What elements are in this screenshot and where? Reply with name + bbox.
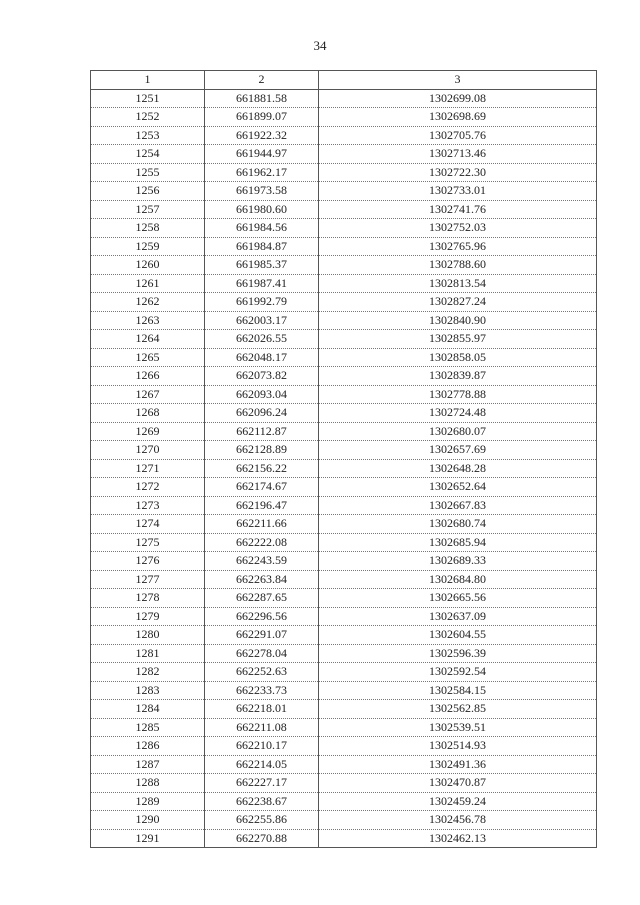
table-cell: 662128.89 xyxy=(205,441,319,460)
table-cell: 1258 xyxy=(91,219,205,238)
table-row xyxy=(91,589,597,608)
table-cell: 662093.04 xyxy=(205,385,319,404)
table-row xyxy=(91,515,597,534)
table-cell: 661973.58 xyxy=(205,182,319,201)
table-cell: 661985.37 xyxy=(205,256,319,275)
table-cell: 1302680.74 xyxy=(319,515,597,534)
table-cell: 1256 xyxy=(91,182,205,201)
table-cell: 662238.67 xyxy=(205,792,319,811)
table-cell: 1290 xyxy=(91,811,205,830)
table-cell: 1269 xyxy=(91,422,205,441)
table-cell: 1262 xyxy=(91,293,205,312)
table-row xyxy=(91,163,597,182)
table-row xyxy=(91,404,597,423)
table-cell: 1274 xyxy=(91,515,205,534)
table-cell: 1302665.56 xyxy=(319,589,597,608)
table-cell: 1282 xyxy=(91,663,205,682)
table-header-row xyxy=(91,71,597,90)
table-cell: 662222.08 xyxy=(205,533,319,552)
table-cell: 1285 xyxy=(91,718,205,737)
table-cell: 1302584.15 xyxy=(319,681,597,700)
table-cell: 662211.08 xyxy=(205,718,319,737)
table-cell: 1278 xyxy=(91,589,205,608)
table-cell: 1253 xyxy=(91,126,205,145)
table-cell: 661992.79 xyxy=(205,293,319,312)
column-header: 3 xyxy=(319,71,597,90)
table-row xyxy=(91,274,597,293)
table-row xyxy=(91,496,597,515)
table-cell: 1291 xyxy=(91,829,205,848)
table-row xyxy=(91,737,597,756)
table-cell: 1273 xyxy=(91,496,205,515)
table-cell: 662243.59 xyxy=(205,552,319,571)
table-row xyxy=(91,829,597,848)
table-cell: 1302827.24 xyxy=(319,293,597,312)
table-cell: 1275 xyxy=(91,533,205,552)
table-cell: 1260 xyxy=(91,256,205,275)
table-cell: 1302713.46 xyxy=(319,145,597,164)
table-row xyxy=(91,607,597,626)
table-cell: 661980.60 xyxy=(205,200,319,219)
table-cell: 1252 xyxy=(91,108,205,127)
table-cell: 662233.73 xyxy=(205,681,319,700)
table-cell: 1254 xyxy=(91,145,205,164)
table-row xyxy=(91,89,597,108)
column-header: 2 xyxy=(205,71,319,90)
table-cell: 1302684.80 xyxy=(319,570,597,589)
table-cell: 1288 xyxy=(91,774,205,793)
table-row xyxy=(91,792,597,811)
table-cell: 1266 xyxy=(91,367,205,386)
table-cell: 1302667.83 xyxy=(319,496,597,515)
table-row xyxy=(91,681,597,700)
table-row xyxy=(91,774,597,793)
table-cell: 1276 xyxy=(91,552,205,571)
table-cell: 1302855.97 xyxy=(319,330,597,349)
coordinates-table xyxy=(90,70,597,848)
table-row xyxy=(91,330,597,349)
table-row xyxy=(91,293,597,312)
table-cell: 1302514.93 xyxy=(319,737,597,756)
table-cell: 662174.67 xyxy=(205,478,319,497)
table-cell: 1302657.69 xyxy=(319,441,597,460)
table-cell: 1271 xyxy=(91,459,205,478)
table-cell: 1264 xyxy=(91,330,205,349)
table-cell: 1302858.05 xyxy=(319,348,597,367)
table-cell: 1302604.55 xyxy=(319,626,597,645)
table-row xyxy=(91,256,597,275)
table-cell: 661881.58 xyxy=(205,89,319,108)
table-row xyxy=(91,108,597,127)
table-row xyxy=(91,700,597,719)
table-cell: 1270 xyxy=(91,441,205,460)
table-cell: 1255 xyxy=(91,163,205,182)
table-cell: 1286 xyxy=(91,737,205,756)
table-cell: 662073.82 xyxy=(205,367,319,386)
table-cell: 1272 xyxy=(91,478,205,497)
table-cell: 662026.55 xyxy=(205,330,319,349)
table-cell: 1302699.08 xyxy=(319,89,597,108)
table-cell: 662255.86 xyxy=(205,811,319,830)
table-cell: 1265 xyxy=(91,348,205,367)
table-row xyxy=(91,145,597,164)
table-cell: 662227.17 xyxy=(205,774,319,793)
table-cell: 662196.47 xyxy=(205,496,319,515)
table-cell: 662211.66 xyxy=(205,515,319,534)
table-cell: 1302778.88 xyxy=(319,385,597,404)
table-row xyxy=(91,663,597,682)
table-row xyxy=(91,422,597,441)
table-cell: 1302491.36 xyxy=(319,755,597,774)
table-cell: 1251 xyxy=(91,89,205,108)
table-row xyxy=(91,385,597,404)
table-cell: 1279 xyxy=(91,607,205,626)
table-cell: 1289 xyxy=(91,792,205,811)
table-row xyxy=(91,219,597,238)
table-row xyxy=(91,311,597,330)
table-row xyxy=(91,626,597,645)
table-cell: 662291.07 xyxy=(205,626,319,645)
column-header: 1 xyxy=(91,71,205,90)
table-cell: 662210.17 xyxy=(205,737,319,756)
table-cell: 1302752.03 xyxy=(319,219,597,238)
table-cell: 1302840.90 xyxy=(319,311,597,330)
table-cell: 662287.65 xyxy=(205,589,319,608)
table-cell: 1268 xyxy=(91,404,205,423)
table-cell: 1257 xyxy=(91,200,205,219)
table-cell: 1263 xyxy=(91,311,205,330)
page-number: 34 xyxy=(313,38,327,53)
table-cell: 1261 xyxy=(91,274,205,293)
table-row xyxy=(91,200,597,219)
table-cell: 1302689.33 xyxy=(319,552,597,571)
table-cell: 1302685.94 xyxy=(319,533,597,552)
table-cell: 1302648.28 xyxy=(319,459,597,478)
table-row xyxy=(91,570,597,589)
table-cell: 1302459.24 xyxy=(319,792,597,811)
table-cell: 661987.41 xyxy=(205,274,319,293)
table-cell: 1302652.64 xyxy=(319,478,597,497)
table-cell: 1302733.01 xyxy=(319,182,597,201)
table-cell: 1287 xyxy=(91,755,205,774)
table-cell: 661899.07 xyxy=(205,108,319,127)
table-cell: 1302680.07 xyxy=(319,422,597,441)
table-row xyxy=(91,459,597,478)
table-cell: 1302539.51 xyxy=(319,718,597,737)
table-cell: 1302698.69 xyxy=(319,108,597,127)
table-cell: 662218.01 xyxy=(205,700,319,719)
table-cell: 662048.17 xyxy=(205,348,319,367)
table-cell: 1267 xyxy=(91,385,205,404)
table-cell: 1284 xyxy=(91,700,205,719)
table-cell: 1302724.48 xyxy=(319,404,597,423)
table-cell: 662263.84 xyxy=(205,570,319,589)
table-row xyxy=(91,348,597,367)
table-row xyxy=(91,367,597,386)
table-cell: 1302788.60 xyxy=(319,256,597,275)
table-cell: 1302470.87 xyxy=(319,774,597,793)
table-row xyxy=(91,718,597,737)
table-row xyxy=(91,811,597,830)
table-row xyxy=(91,237,597,256)
table-row xyxy=(91,478,597,497)
table-cell: 1281 xyxy=(91,644,205,663)
table-cell: 1302765.96 xyxy=(319,237,597,256)
table-cell: 662270.88 xyxy=(205,829,319,848)
table-cell: 1302596.39 xyxy=(319,644,597,663)
table-cell: 1302592.54 xyxy=(319,663,597,682)
table-cell: 662252.63 xyxy=(205,663,319,682)
table-cell: 1302813.54 xyxy=(319,274,597,293)
table-row xyxy=(91,126,597,145)
table-cell: 1283 xyxy=(91,681,205,700)
table-row xyxy=(91,533,597,552)
table-cell: 1259 xyxy=(91,237,205,256)
table-cell: 662112.87 xyxy=(205,422,319,441)
table-cell: 661984.56 xyxy=(205,219,319,238)
table-cell: 661984.87 xyxy=(205,237,319,256)
table-cell: 1302741.76 xyxy=(319,200,597,219)
table-cell: 1302722.30 xyxy=(319,163,597,182)
table-cell: 661922.32 xyxy=(205,126,319,145)
table-cell: 662156.22 xyxy=(205,459,319,478)
table-row xyxy=(91,552,597,571)
table-row xyxy=(91,644,597,663)
table-cell: 1302462.13 xyxy=(319,829,597,848)
table-cell: 662278.04 xyxy=(205,644,319,663)
table-cell: 662214.05 xyxy=(205,755,319,774)
table-cell: 1302839.87 xyxy=(319,367,597,386)
table-cell: 1302562.85 xyxy=(319,700,597,719)
table-cell: 1302705.76 xyxy=(319,126,597,145)
table-row xyxy=(91,441,597,460)
table-cell: 1302637.09 xyxy=(319,607,597,626)
table-cell: 662003.17 xyxy=(205,311,319,330)
table-cell: 1302456.78 xyxy=(319,811,597,830)
table-cell: 662296.56 xyxy=(205,607,319,626)
table-row xyxy=(91,755,597,774)
table-cell: 1277 xyxy=(91,570,205,589)
table-cell: 661944.97 xyxy=(205,145,319,164)
table-cell: 662096.24 xyxy=(205,404,319,423)
table-cell: 661962.17 xyxy=(205,163,319,182)
table-cell: 1280 xyxy=(91,626,205,645)
table-row xyxy=(91,182,597,201)
